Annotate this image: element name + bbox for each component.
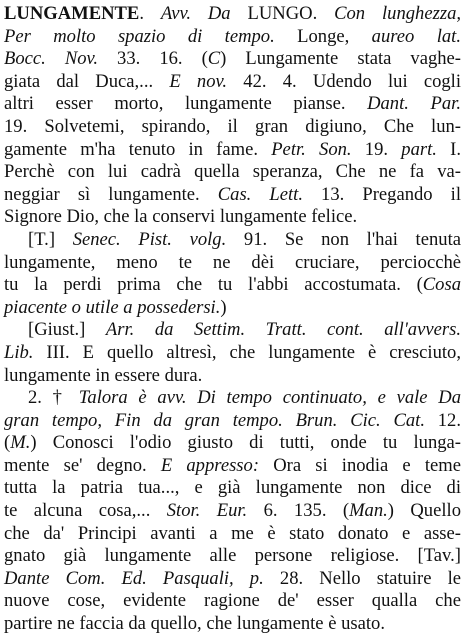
italic-text: Avv. Da [160,3,231,24]
entry-line [0,274,467,297]
text-segment: ) Quello [387,500,461,522]
text-segment: gamente m'ha tenuto in fame. [4,138,272,160]
entry-line [0,342,467,365]
entry-line [0,116,467,139]
entry-line [0,252,467,275]
entry-line [0,26,467,49]
italic-text: gran tempo, Fin da gran tempo. Brun. Cic. Cat. [4,409,425,431]
text-segment: ) Lungamente stata vaghe- [220,48,461,70]
dictionary-entry [0,3,467,636]
entry-line [0,48,467,71]
italic-text: M. [10,432,31,454]
text-segment: 33. 16. ( [98,48,208,70]
text-segment: 28. Nello statuire le [263,567,461,589]
entry-line [0,161,467,184]
text-segment: gnato già lungamente alle persone religiose. [Tav.] [4,545,461,567]
text-segment: Ora si inodia e teme [259,454,461,476]
text-segment: partire ne faccia da quello, che lungamente è usato. [4,613,385,635]
text-segment: . [139,3,161,24]
text-segment: nuove cose, evidente ragione de' esser qualla che [4,590,461,612]
italic-text: Arr. da Settim. Tratt. cont. all'avvers. [105,319,461,341]
entry-line [0,432,467,455]
italic-text: piacente o utile a possedersi. [4,296,221,318]
entry-line [0,523,467,546]
entry-line [0,3,467,26]
text-segment: mente se' degno. [4,454,161,476]
entry-line [0,229,467,252]
entry-line [0,545,467,568]
italic-text: Lib. [4,341,34,363]
text-segment: 13. Pregando il [302,183,461,205]
text-segment: Perchè con lui cadrà quella speranza, Che ne fa va- [4,161,461,183]
text-segment: 2. † [28,387,79,409]
italic-text: C [207,48,221,70]
text-segment: [Giust.] [28,319,106,341]
italic-text: part. [401,138,437,160]
text-segment: 19. [351,138,402,160]
text-segment: te alcuna cosa,... [4,500,167,522]
text-segment: neggiar sì lungamente. [4,183,218,205]
text-segment: tutta la patria tua..., e già lungamente non dice di [4,477,461,499]
text-segment: Signore Dio, che la conservi lungamente felice. [4,206,358,228]
entry-line [0,139,467,162]
italic-text: aureo lat. [371,25,461,47]
italic-text: Dante Com. Ed. Pasquali, p. [4,567,264,589]
text-segment: giata dal Duca,... [4,70,170,92]
italic-text: Bocc. Nov. [4,48,99,70]
italic-text: E appresso: [160,454,260,476]
text-segment: [T.] [28,228,73,250]
text-segment: che da' Principi avanti a me è stato donato e asse- [4,522,461,544]
italic-text: Stor. Eur. [166,500,248,522]
entry-line [0,297,467,320]
text-segment: I. [436,138,461,160]
entry-line [0,613,467,636]
headword: LUNGAMENTE [4,3,140,24]
text-segment: 19. Solvetemi, spirando, il gran digiuno, Che lun- [4,115,461,137]
italic-text: Talora è avv. Di tempo continuato, e vale Da [78,387,461,409]
italic-text: E nov. [169,70,228,92]
text-segment: III. E quello altresì, che lungamente è cresciuto, [33,341,461,363]
italic-text: Cosa [422,274,461,296]
italic-text: Cas. Lett. [217,183,303,205]
italic-text: Dant. Par. [367,93,461,115]
text-segment: 42. 4. Udendo lui cogli [227,70,462,92]
entry-line [0,590,467,613]
text-segment: tu la perdi prima che tu l'abbi accostumata. ( [4,274,423,296]
italic-text: Per molto spazio di tempo. [4,25,275,47]
text-segment: LUNGO. [230,3,335,24]
text-segment: altri esser morto, lungamente pianse. [4,93,368,115]
italic-text: Con lunghezza, [334,3,462,24]
text-segment: ) [220,296,227,318]
text-segment: lungamente, meno te ne dèi cruciare, perciocchè [4,251,461,273]
entry-line [0,477,467,500]
text-segment: Longe, [274,25,372,47]
entry-line [0,365,467,388]
text-segment: ( [4,432,11,454]
text-segment: ) Conosci l'odio giusto di tutti, onde tu lunga- [30,432,461,454]
entry-line [0,455,467,478]
entry-line [0,93,467,116]
italic-text: Senec. Pist. volg. [72,228,227,250]
entry-line [0,500,467,523]
entry-line [0,206,467,229]
italic-text: Man. [349,500,388,522]
text-segment: 6. 135. ( [247,500,350,522]
entry-line [0,319,467,342]
entry-line [0,410,467,433]
entry-line [0,184,467,207]
text-segment: 12. [424,409,461,431]
entry-line [0,71,467,94]
text-segment: lungamente in essere dura. [4,364,203,386]
italic-text: Petr. Son. [271,138,352,160]
text-segment: 91. Se non l'hai tenuta [226,228,461,250]
entry-line [0,568,467,591]
entry-line [0,387,467,410]
